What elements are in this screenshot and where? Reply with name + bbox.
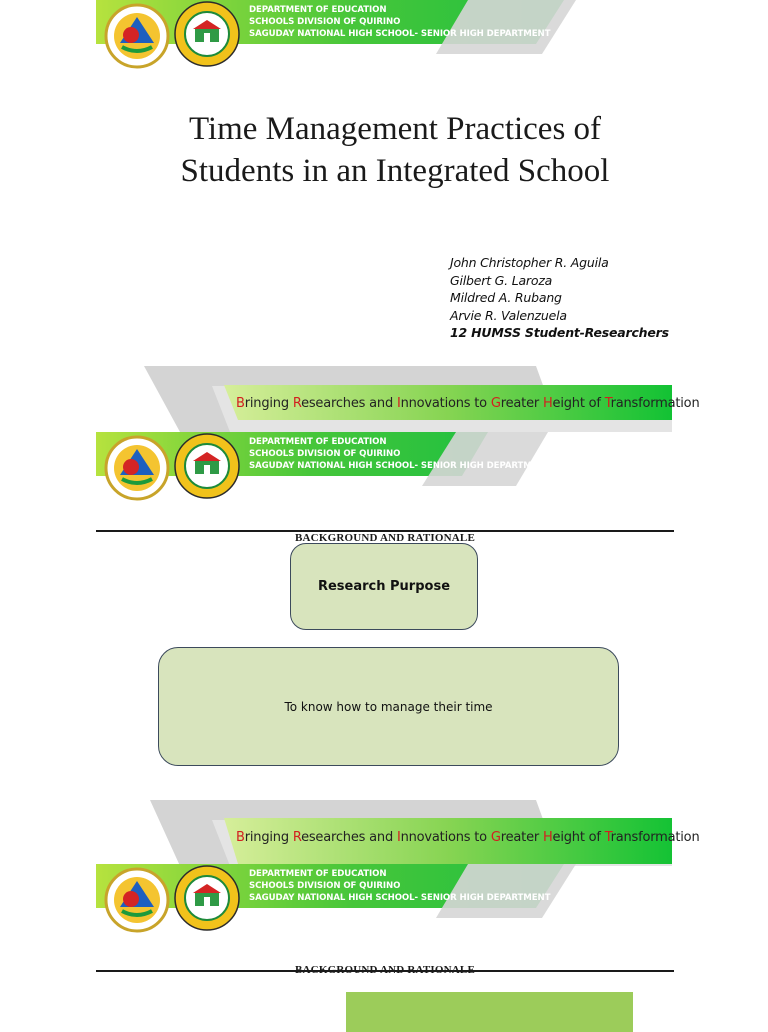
tagline-initial: R bbox=[292, 830, 302, 845]
author-name: John Christopher R. Aguila bbox=[450, 255, 609, 270]
tagline-initial: H bbox=[542, 396, 553, 411]
header-line-deped: DEPARTMENT OF EDUCATION bbox=[249, 5, 387, 15]
title-line-2: Students in an Integrated School bbox=[180, 153, 610, 189]
slide-header bbox=[96, 864, 576, 934]
header-line-deped: DEPARTMENT OF EDUCATION bbox=[249, 869, 387, 879]
division-seal-icon bbox=[102, 435, 172, 501]
footer-tagline bbox=[236, 830, 699, 845]
title-line-1: Time Management Practices of bbox=[188, 111, 602, 147]
header-line-school: SAGUDAY NATIONAL HIGH SCHOOL- SENIOR HIGH DEPARTMENT bbox=[249, 29, 551, 39]
tagline-initial: G bbox=[490, 396, 501, 411]
author-name: Mildred A. Rubang bbox=[450, 290, 562, 306]
research-purpose-label: Research Purpose bbox=[290, 543, 478, 630]
header-line-division: SCHOOLS DIVISION OF QUIRINO bbox=[249, 17, 401, 27]
author-role: 12 HUMSS Student-Researchers bbox=[450, 325, 669, 341]
footer-tagline bbox=[236, 396, 699, 411]
tagline-initial: T bbox=[604, 396, 611, 411]
content-block bbox=[346, 992, 633, 1032]
tagline-word: ransformation bbox=[610, 396, 700, 411]
tagline-word: ringing bbox=[244, 396, 293, 411]
tagline-word: ransformation bbox=[610, 830, 700, 845]
tagline-word: nnovations to bbox=[400, 830, 491, 845]
header-line-school: SAGUDAY NATIONAL HIGH SCHOOL- SENIOR HIGH DEPARTMENT bbox=[249, 461, 551, 471]
tagline-initial: B bbox=[236, 396, 245, 411]
header-line-division: SCHOOLS DIVISION OF QUIRINO bbox=[249, 881, 401, 891]
tagline-initial: T bbox=[604, 830, 611, 845]
slide-header bbox=[96, 432, 576, 502]
header-line-school: SAGUDAY NATIONAL HIGH SCHOOL- SENIOR HIGH DEPARTMENT bbox=[249, 893, 551, 903]
tagline-initial: H bbox=[542, 830, 553, 845]
tagline-initial: I bbox=[396, 830, 401, 845]
author-name: Gilbert G. Laroza bbox=[450, 272, 553, 288]
header-line-deped: DEPARTMENT OF EDUCATION bbox=[249, 437, 387, 447]
tagline-word: esearches and bbox=[301, 830, 397, 845]
author-list bbox=[450, 254, 669, 342]
research-purpose-text: To know how to manage their time bbox=[158, 647, 619, 766]
section-heading: BACKGROUND AND RATIONALE bbox=[295, 532, 475, 542]
header-line-division: SCHOOLS DIVISION OF QUIRINO bbox=[249, 449, 401, 459]
tagline-word: nnovations to bbox=[400, 396, 491, 411]
tagline-word: reater bbox=[500, 396, 543, 411]
school-seal-icon bbox=[172, 864, 242, 932]
tagline-word: ringing bbox=[244, 830, 293, 845]
header-divider bbox=[96, 970, 674, 972]
school-seal-icon bbox=[172, 432, 242, 500]
slide-title bbox=[150, 108, 640, 192]
division-seal-icon bbox=[102, 867, 172, 933]
tagline-initial: G bbox=[490, 830, 501, 845]
tagline-initial: R bbox=[292, 396, 302, 411]
slide-footer bbox=[140, 800, 700, 866]
tagline-word: eight of bbox=[552, 830, 605, 845]
tagline-word: esearches and bbox=[301, 396, 397, 411]
slide-header bbox=[96, 0, 576, 70]
tagline-word: eight of bbox=[552, 396, 605, 411]
tagline-initial: B bbox=[236, 830, 245, 845]
author-name: Arvie R. Valenzuela bbox=[450, 307, 567, 323]
division-seal-icon bbox=[102, 3, 172, 69]
school-seal-icon bbox=[172, 0, 242, 68]
tagline-word: reater bbox=[500, 830, 543, 845]
slide-footer bbox=[140, 366, 700, 432]
tagline-initial: I bbox=[396, 396, 401, 411]
